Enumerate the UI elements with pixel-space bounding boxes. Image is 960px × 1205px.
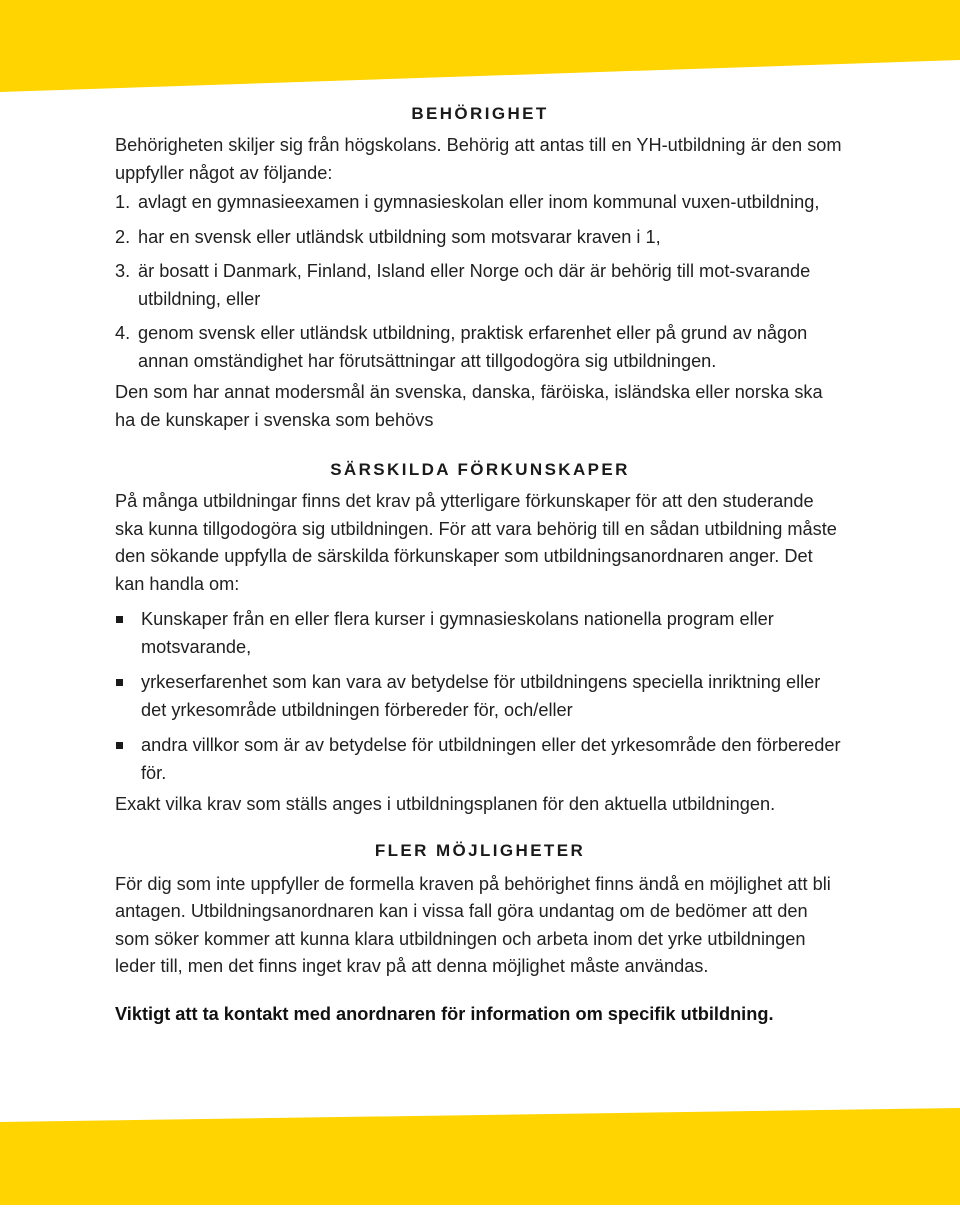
sarskilda-bullet-list <box>115 606 845 787</box>
list-item-number: 2. <box>115 226 131 247</box>
behorighet-outro: Den som har annat modersmål än svenska, danska, färöiska, isländska eller norska ska ha de kunskaper i svenska som behövs <box>115 382 823 430</box>
list-item-number: 3. <box>115 261 131 281</box>
page-content <box>115 100 845 1028</box>
top-yellow-band <box>0 0 960 95</box>
bottom-band-shape <box>0 1108 960 1205</box>
list-item-number: 1. <box>115 192 131 212</box>
behorighet-list <box>115 189 845 375</box>
section-title-fler: FLER MÖJLIGHETER <box>374 840 586 860</box>
square-bullet-icon <box>116 742 123 749</box>
fler-body: För dig som inte uppfyller de formella kraven på behörighet finns ändå en möjlighet att bli antagen. Utbildningsanordnaren kan i vissa fall göra undantag om de bedömer att den som söker kommer att kunna klara utbildningen och arbeta inom det yrke utbildningen leder till, men det finns inget krav på att denna möjlighet måste användas. <box>115 873 831 976</box>
list-item-text: genom svensk eller utländsk utbildning, praktisk erfarenhet eller på grund av någon annan omständighet har förutsättningar att tillgodogöra sig utbildningen. <box>138 323 808 371</box>
list-item <box>115 606 845 661</box>
list-item <box>115 732 845 787</box>
list-item <box>115 189 845 217</box>
behorighet-intro: Behörigheten skiljer sig från högskolans. Behörig att antas till en YH-utbildning är den som uppfyller något av följande: <box>115 135 842 183</box>
sarskilda-outro: Exakt vilka krav som ställs anges i utbildningsplanen för den aktuella utbildningen. <box>115 794 776 814</box>
contact-note: Viktigt att ta kontakt med anordnaren för information om specifik utbildning. <box>115 1003 774 1024</box>
list-item <box>115 258 845 313</box>
section-title-behorighet: BEHÖRIGHET <box>411 104 549 123</box>
square-bullet-icon <box>116 679 123 686</box>
bottom-yellow-band <box>0 1108 960 1205</box>
list-item <box>115 320 845 375</box>
section-title-sarskilda: SÄRSKILDA FÖRKUNSKAPER <box>330 460 630 479</box>
top-band-shape <box>0 0 960 92</box>
list-item-text: andra villkor som är av betydelse för utbildningen eller det yrkesområde den förbereder för. <box>141 735 841 783</box>
list-item-text: yrkeserfarenhet som kan vara av betydelse för utbildningens speciella inriktning eller det yrkesområde utbildningen förbereder för, och/eller <box>141 672 821 720</box>
sarskilda-intro: På många utbildningar finns det krav på ytterligare förkunskaper för att den studerande ska kunna tillgodogöra sig utbildningen. För att vara behörig till en sådan utbildning måste den sökande uppfylla de särskilda förkunskaper som utbildningsanordnaren anger. Det kan handla om: <box>115 491 837 594</box>
list-item-text: har en svensk eller utländsk utbildning som motsvarar kraven i 1, <box>138 226 661 247</box>
square-bullet-icon <box>116 616 123 623</box>
list-item-text: avlagt en gymnasieexamen i gymnasieskolan eller inom kommunal vuxen-utbildning, <box>138 192 820 212</box>
list-item-text: Kunskaper från en eller flera kurser i gymnasieskolans nationella program eller motsvarande, <box>141 609 774 657</box>
list-item <box>115 669 845 724</box>
list-item-text: är bosatt i Danmark, Finland, Island eller Norge och där är behörig till mot-svarande utbildning, eller <box>138 261 811 309</box>
list-item <box>115 224 845 252</box>
list-item-number: 4. <box>115 323 131 343</box>
